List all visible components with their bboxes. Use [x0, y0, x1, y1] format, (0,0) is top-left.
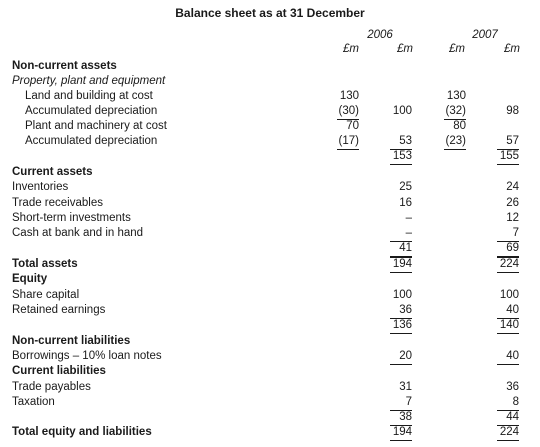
value-cell: 16	[399, 197, 412, 209]
unit-header: £m	[343, 43, 359, 55]
unit-header: £m	[397, 43, 413, 55]
underline-rule	[444, 149, 466, 150]
underline-rule	[390, 272, 412, 273]
row-label: Property, plant and equipment	[12, 75, 166, 87]
underline-rule	[390, 164, 412, 165]
value-cell: 153	[392, 150, 412, 162]
value-cell: 194	[392, 258, 412, 270]
row-label: Retained earnings	[12, 304, 106, 316]
value-cell: 31	[399, 381, 412, 393]
row-label: Trade payables	[12, 381, 91, 393]
value-cell: 224	[499, 426, 519, 438]
value-cell: 53	[399, 135, 412, 147]
value-cell: 57	[506, 135, 519, 147]
value-cell: 40	[506, 350, 519, 362]
row-label: Borrowings – 10% loan notes	[12, 350, 162, 362]
value-cell: 38	[399, 411, 412, 423]
value-cell: 25	[399, 181, 412, 193]
value-cell: 130	[446, 90, 466, 102]
overline-rule	[497, 241, 519, 242]
row-label: Total assets	[12, 258, 78, 270]
value-cell: 69	[506, 242, 519, 254]
overline-rule	[390, 410, 412, 411]
overline-rule	[497, 257, 519, 258]
row-label: Trade receivables	[12, 197, 103, 209]
overline-rule	[497, 149, 519, 150]
row-label: Short-term investments	[12, 212, 131, 224]
overline-rule	[497, 410, 519, 411]
overline-rule	[390, 149, 412, 150]
value-cell: 100	[392, 289, 412, 301]
value-cell: 7	[512, 227, 519, 239]
year-header-2007: 2007	[472, 29, 498, 41]
underline-rule	[497, 164, 519, 165]
value-cell: (32)	[445, 105, 466, 117]
value-cell: 8	[512, 396, 519, 408]
underline-rule	[497, 364, 519, 365]
row-label: Plant and machinery at cost	[25, 120, 167, 132]
overline-rule	[390, 241, 412, 242]
overline-rule	[497, 318, 519, 319]
value-cell: (23)	[445, 135, 466, 147]
row-label: Equity	[12, 273, 48, 285]
unit-header: £m	[449, 43, 465, 55]
row-label: Total equity and liabilities	[12, 426, 152, 438]
value-cell: 155	[499, 150, 519, 162]
underline-rule	[390, 440, 412, 441]
overline-rule	[390, 318, 412, 319]
underline-rule	[497, 333, 519, 334]
value-cell: 40	[506, 304, 519, 316]
row-label: Taxation	[12, 396, 55, 408]
row-label: Current assets	[12, 166, 93, 178]
value-cell: 20	[399, 350, 412, 362]
page-title: Balance sheet as at 31 December	[175, 6, 365, 20]
value-cell: 130	[339, 90, 359, 102]
row-label: Share capital	[12, 289, 80, 301]
value-cell: 12	[506, 212, 519, 224]
row-label: Non-current liabilities	[12, 335, 131, 347]
value-cell: 224	[499, 258, 519, 270]
value-cell: –	[405, 227, 412, 239]
value-cell: 44	[506, 411, 519, 423]
value-cell: 26	[506, 197, 519, 209]
unit-header: £m	[504, 43, 520, 55]
value-cell: 7	[405, 396, 412, 408]
value-cell: –	[405, 212, 412, 224]
value-cell: 70	[346, 120, 359, 132]
value-cell: 41	[399, 242, 412, 254]
value-cell: 24	[506, 181, 519, 193]
overline-rule	[390, 425, 412, 426]
underline-rule	[390, 333, 412, 334]
row-label: Land and building at cost	[25, 90, 153, 102]
row-label: Non-current assets	[12, 60, 117, 72]
value-cell: 36	[399, 304, 412, 316]
overline-rule	[497, 425, 519, 426]
underline-rule	[337, 149, 359, 150]
value-cell: 98	[506, 105, 519, 117]
row-label: Accumulated depreciation	[25, 135, 158, 147]
value-cell: 136	[392, 319, 412, 331]
value-cell: (30)	[338, 105, 359, 117]
underline-rule	[497, 272, 519, 273]
row-label: Accumulated depreciation	[25, 105, 158, 117]
value-cell: 80	[453, 120, 466, 132]
row-label: Inventories	[12, 181, 69, 193]
row-label: Cash at bank and in hand	[12, 227, 144, 239]
row-label: Current liabilities	[12, 365, 106, 377]
value-cell: 194	[392, 426, 412, 438]
underline-rule	[390, 364, 412, 365]
underline-rule	[497, 440, 519, 441]
value-cell: 140	[499, 319, 519, 331]
value-cell: 100	[392, 105, 412, 117]
value-cell: 36	[506, 381, 519, 393]
value-cell: 100	[499, 289, 519, 301]
year-header-2006: 2006	[367, 29, 393, 41]
overline-rule	[390, 257, 412, 258]
value-cell: (17)	[338, 135, 359, 147]
